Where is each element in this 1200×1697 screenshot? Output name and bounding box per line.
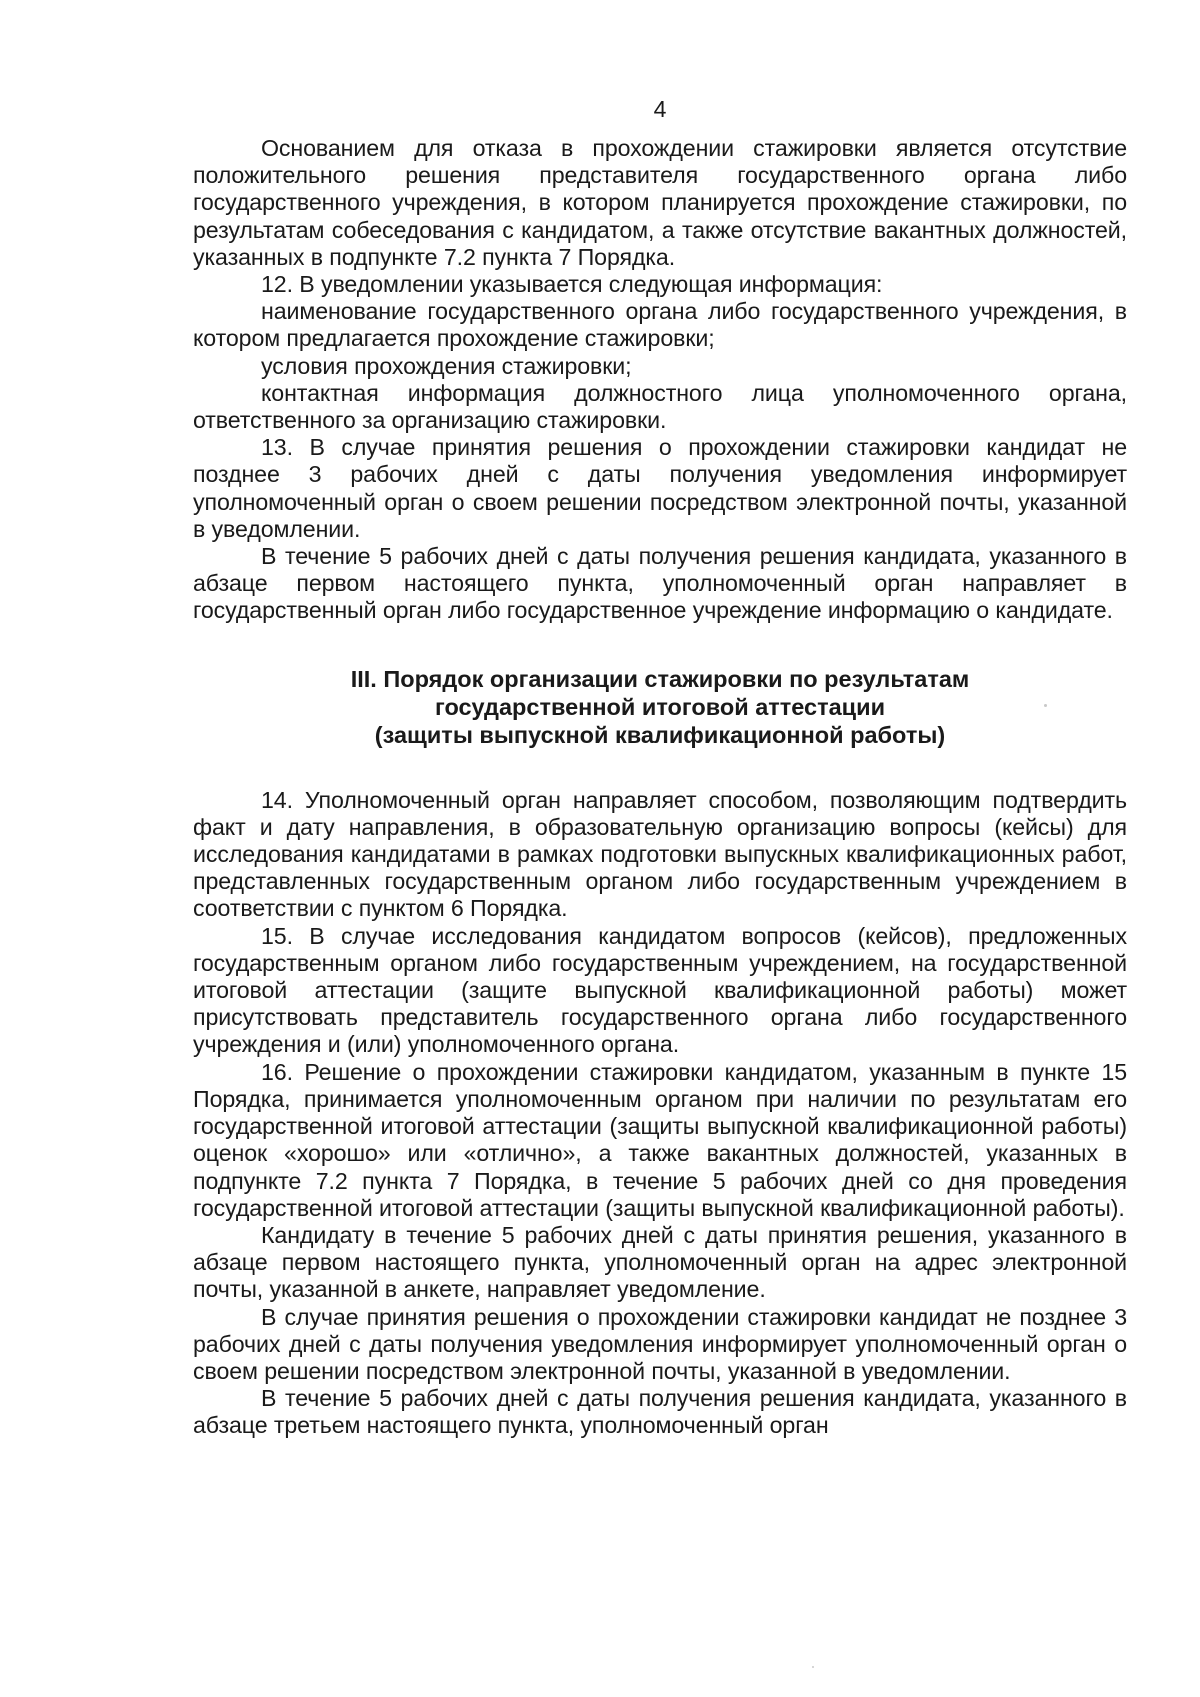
paragraph-refusal-grounds: Основанием для отказа в прохождении стажировки является отсутствие положительного решения представителя государственного органа либо государственного учреждения, в котором планируется прохождение стажировки, по результатам собеседования с кандидатом, а также отсутствие вакантных должностей, указанных в подпункте 7.2 пункта 7 Порядка. [193,135,1127,270]
paragraph-13-second: В течение 5 рабочих дней с даты получения решения кандидата, указанного в абзаце первом настоящего пункта, уполномоченный орган направляет в государственный орган либо государственное учреждение информацию о кандидате. [193,543,1127,624]
page-number: 4 [653,96,667,122]
paragraph-16: 16. Решение о прохождении стажировки кандидатом, указанным в пункте 15 Порядка, принимается уполномоченным органом при наличии по результатам его государственной итоговой аттестации (защиты выпускной квалификационной работы) оценок «хорошо» или «отлично», а также вакантных должностей, указанных в подпункте 7.2 пункта 7 Порядка, в течение 5 рабочих дней со дня проведения государственной итоговой аттестации (защиты выпускной квалификационной работы). [193,1058,1127,1221]
paragraph-16-decision: В случае принятия решения о прохождении стажировки кандидат не позднее 3 рабочих дней с даты получения уведомления информирует уполномоченный орган о своем решении посредством электронной почты, указанной в уведомлении. [193,1303,1127,1384]
paragraph-12-item-conditions: условия прохождения стажировки; [261,352,632,379]
scan-artifact [812,1666,814,1668]
paragraph-14: 14. Уполномоченный орган направляет способом, позволяющим подтвердить факт и дату направления, в образовательную организацию вопросы (кейсы) для исследования кандидатами в рамках подготовки выпускных квалификационных работ, представленных государственным органом либо государственным учреждением в соответствии с пунктом 6 Порядка. [193,786,1127,922]
paragraph-15: 15. В случае исследования кандидатом вопросов (кейсов), предложенных государственным органом либо государственным учреждением, на государственной итоговой аттестации (защите выпускной квалификационной работы) может присутствовать представитель государственного органа либо государственного учреждения и (или) уполномоченного органа. [193,922,1127,1058]
section-heading [193,665,1127,749]
paragraph-13: 13. В случае принятия решения о прохождении стажировки кандидат не позднее 3 рабочих дней с даты получения уведомления информирует уполномоченный орган о своем решении посредством электронной почты, указанной в уведомлении. [193,434,1127,542]
paragraphs-top [193,135,1127,625]
document-page [193,96,1127,1440]
paragraph-12-item-contact: контактная информация должностного лица уполномоченного органа, ответственного за организацию стажировки. [193,379,1127,434]
section-heading-line-1: III. Порядок организации стажировки по результатам [350,665,970,692]
paragraph-12: 12. В уведомлении указывается следующая информация: [261,271,883,298]
paragraph-16-transfer: В течение 5 рабочих дней с даты получения решения кандидата, указанного в абзаце третьем настоящего пункта, уполномоченный орган [193,1385,1127,1439]
scan-artifact [1044,704,1047,707]
section-heading-line-3: (защиты выпускной квалификационной работы) [374,721,946,748]
paragraphs-bottom [193,787,1127,1440]
paragraph-16-notice: Кандидату в течение 5 рабочих дней с даты принятия решения, указанного в абзаце первом настоящего пункта, уполномоченный орган на адрес электронной почты, указанной в анкете, направляет уведомление. [193,1221,1127,1303]
paragraph-12-item-name: наименование государственного органа либо государственного учреждения, в котором предлагается прохождение стажировки; [193,298,1127,352]
section-heading-line-2: государственной итоговой аттестации [434,693,886,720]
